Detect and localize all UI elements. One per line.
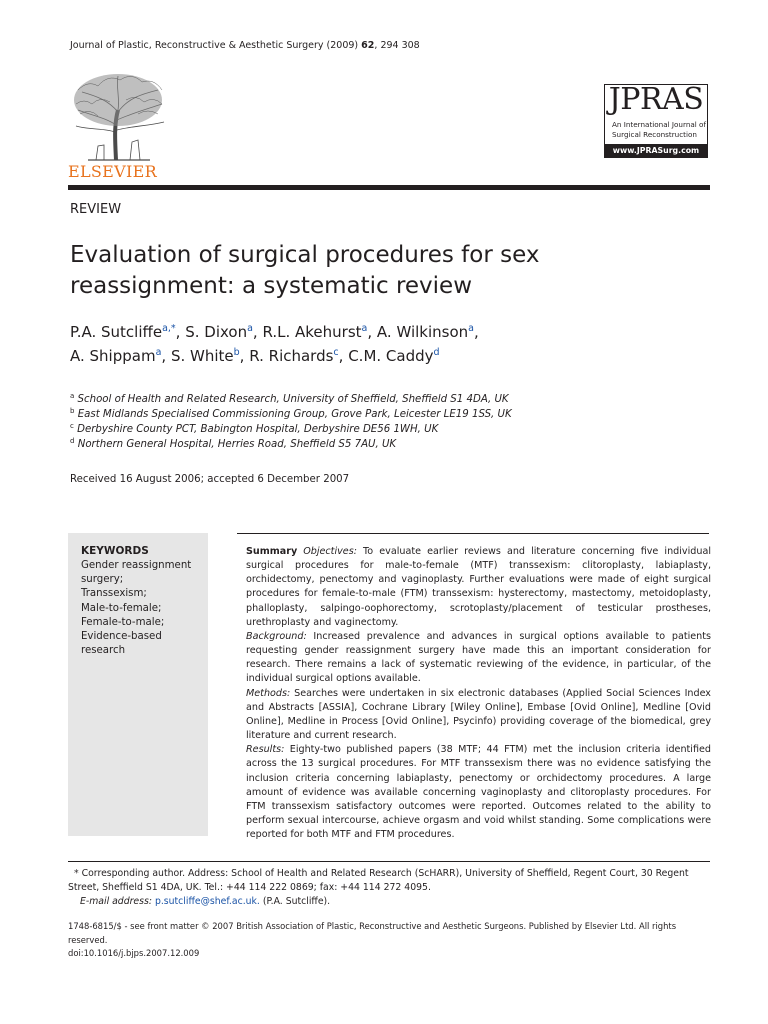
abstract-background: Background: Increased prevalence and advances in surgical options available to patients requesting gender reassignment surgery have made this an important consideration for research. There remains a lack of systematic reviewing of the evidence, in particular, of the individual surgical options available.	[246, 630, 711, 685]
jpras-logo-url[interactable]: www.JPRASurg.com	[604, 144, 708, 158]
journal-name: Journal of Plastic, Reconstructive & Aesthetic Surgery (2009)	[70, 40, 359, 51]
author-list: P.A. Sutcliffe$^{a,*}$, S. Dixon$^a$, R.L. Akehurst$^a$, A. Wilkinson$^a$, A. Shippam$^a$, S. White$^b$, R. Richards$^c$, C.M. Caddy$^d$	[70, 323, 479, 365]
author-name: A. Wilkinson	[376, 323, 469, 341]
doi-line[interactable]: doi:10.1016/j.bjps.2007.12.009	[68, 948, 200, 959]
abstract-methods: Methods: Searches were undertaken in six electronic databases (Applied Social Sciences Index and Abstracts [ASSIA], Cochrane Library [Wiley Online], Embase [Ovid Online], Medline [Ovid Online], Medline in Process [Ovid Online], Psycinfo) providing coverage of the biomedical, grey literature and current research.	[246, 687, 711, 742]
author-name: C.M. Caddy	[348, 347, 434, 365]
article-title: Evaluation of surgical procedures for sex reassignment: a systematic review	[70, 242, 540, 299]
abstract-objectives: Summary Objectives: To evaluate earlier reviews and literature concerning five individual surgical procedures for male-to-female (MTF) transsexism: clitoroplasty, labiaplasty, orchidectomy, penectomy and vaginoplasty. Further evaluations were made of eight surgical procedures for female-to-male (FTM) transsexism: hysterectomy, mastectomy, metoidoplasty, phalloplasty, salpingo-oophorectomy, scrotoplasty/placement of testicular prostheses, urethroplasty and vaginectomy.	[246, 546, 711, 628]
author-affiliation-marker[interactable]: c	[333, 347, 339, 358]
author-name: R. Richards	[249, 347, 334, 365]
copyright-line: 1748-6815/$ - see front matter © 2007 British Association of Plastic, Reconstructive and Aesthetic Surgeons. Published by Elsevier Ltd. All rights reserved.	[68, 921, 677, 945]
author-name: S. White	[170, 347, 234, 365]
keyword-item: Evidence-based research	[81, 631, 162, 657]
keyword-item: Transsexism;	[81, 588, 147, 600]
journal-volume: 62	[361, 40, 375, 51]
keyword-item: Gender reassignment surgery;	[81, 560, 192, 586]
author-affiliation-marker[interactable]: b	[233, 347, 240, 358]
keyword-item: Female-to-male;	[81, 616, 165, 628]
author-name: P.A. Sutcliffe	[70, 323, 163, 341]
summary-rule	[237, 533, 709, 534]
copyright-block	[68, 920, 712, 961]
header-rule	[68, 185, 710, 190]
journal-citation-line: Journal of Plastic, Reconstructive & Aesthetic Surgery (2009) 62, 294 308	[70, 40, 420, 51]
author-name: S. Dixon	[185, 323, 248, 341]
jpras-logo-subtitle-1: An International Journal of	[612, 120, 706, 129]
publisher-name: ELSEVIER	[68, 162, 157, 181]
received-dates: Received 16 August 2006; accepted 6 December 2007	[70, 474, 350, 485]
journal-pages: 294 308	[380, 40, 420, 51]
author-affiliation-marker[interactable]: a	[361, 323, 368, 334]
abstract	[246, 545, 711, 842]
affiliation-item: $^d$ Northern General Hospital, Herries Road, Sheffield S5 7AU, UK	[70, 437, 397, 450]
summary-label: Summary	[246, 546, 298, 557]
keywords-heading: KEYWORDS	[81, 545, 149, 557]
jpras-logo-subtitle-2: Surgical Reconstruction	[612, 130, 697, 139]
affiliation-item: $^a$ School of Health and Related Research, University of Sheffield, Sheffield S1 4DA, UK	[70, 392, 509, 405]
footnote-rule	[68, 861, 710, 862]
section-label: REVIEW	[70, 202, 122, 217]
author-affiliation-marker[interactable]: a,*	[162, 323, 176, 334]
author-name: R.L. Akehurst	[262, 323, 362, 341]
author-email-link[interactable]: p.sutcliffe@shef.ac.uk.	[154, 896, 260, 908]
affiliation-item: $^c$ Derbyshire County PCT, Babington Hospital, Derbyshire DE56 1WH, UK	[70, 422, 439, 435]
author-affiliation-marker[interactable]: d	[433, 347, 440, 358]
author-affiliation-marker[interactable]: a	[155, 347, 162, 358]
keyword-item: Male-to-female;	[81, 602, 162, 614]
keywords-list	[81, 559, 205, 658]
jpras-logo-title: JPRAS	[608, 82, 704, 117]
corresponding-author-footnote: * Corresponding author. Address: School of Health and Related Research (ScHARR), University of Sheffield, Regent Court, 30 Regent Street, Sheffield S1 4DA, UK. Tel.: +44 114 222 0869; fax: +44 114 272 4095. E-mail address: p.sutcliffe@shef.ac.uk. (P.A. Sutcliffe).	[68, 868, 689, 908]
author-name: A. Shippam	[70, 347, 156, 365]
author-affiliation-marker[interactable]: a	[468, 323, 474, 334]
affiliation-list	[70, 392, 512, 452]
author-affiliation-marker[interactable]: a	[247, 323, 253, 334]
affiliation-item: $^b$ East Midlands Specialised Commissioning Group, Grove Park, Leicester LE19 1SS, UK	[70, 407, 512, 420]
abstract-results: Results: Eighty-two published papers (38 MTF; 44 FTM) met the inclusion criteria identified across the 13 surgical procedures. For MTF transsexism there was no evidence satisfying the inclusion criteria concerning labiaplasty, penectomy or orchidectomy procedures. A large amount of evidence was available concerning vaginoplasty and clitoroplasty procedures. For FTM transsexism satisfactory outcomes were reported. Outcomes related to the ability to perform sexual intercourse, achieve orgasm and void whilst standing. Some complications were reported for both MTF and FTM procedures.	[246, 744, 711, 841]
